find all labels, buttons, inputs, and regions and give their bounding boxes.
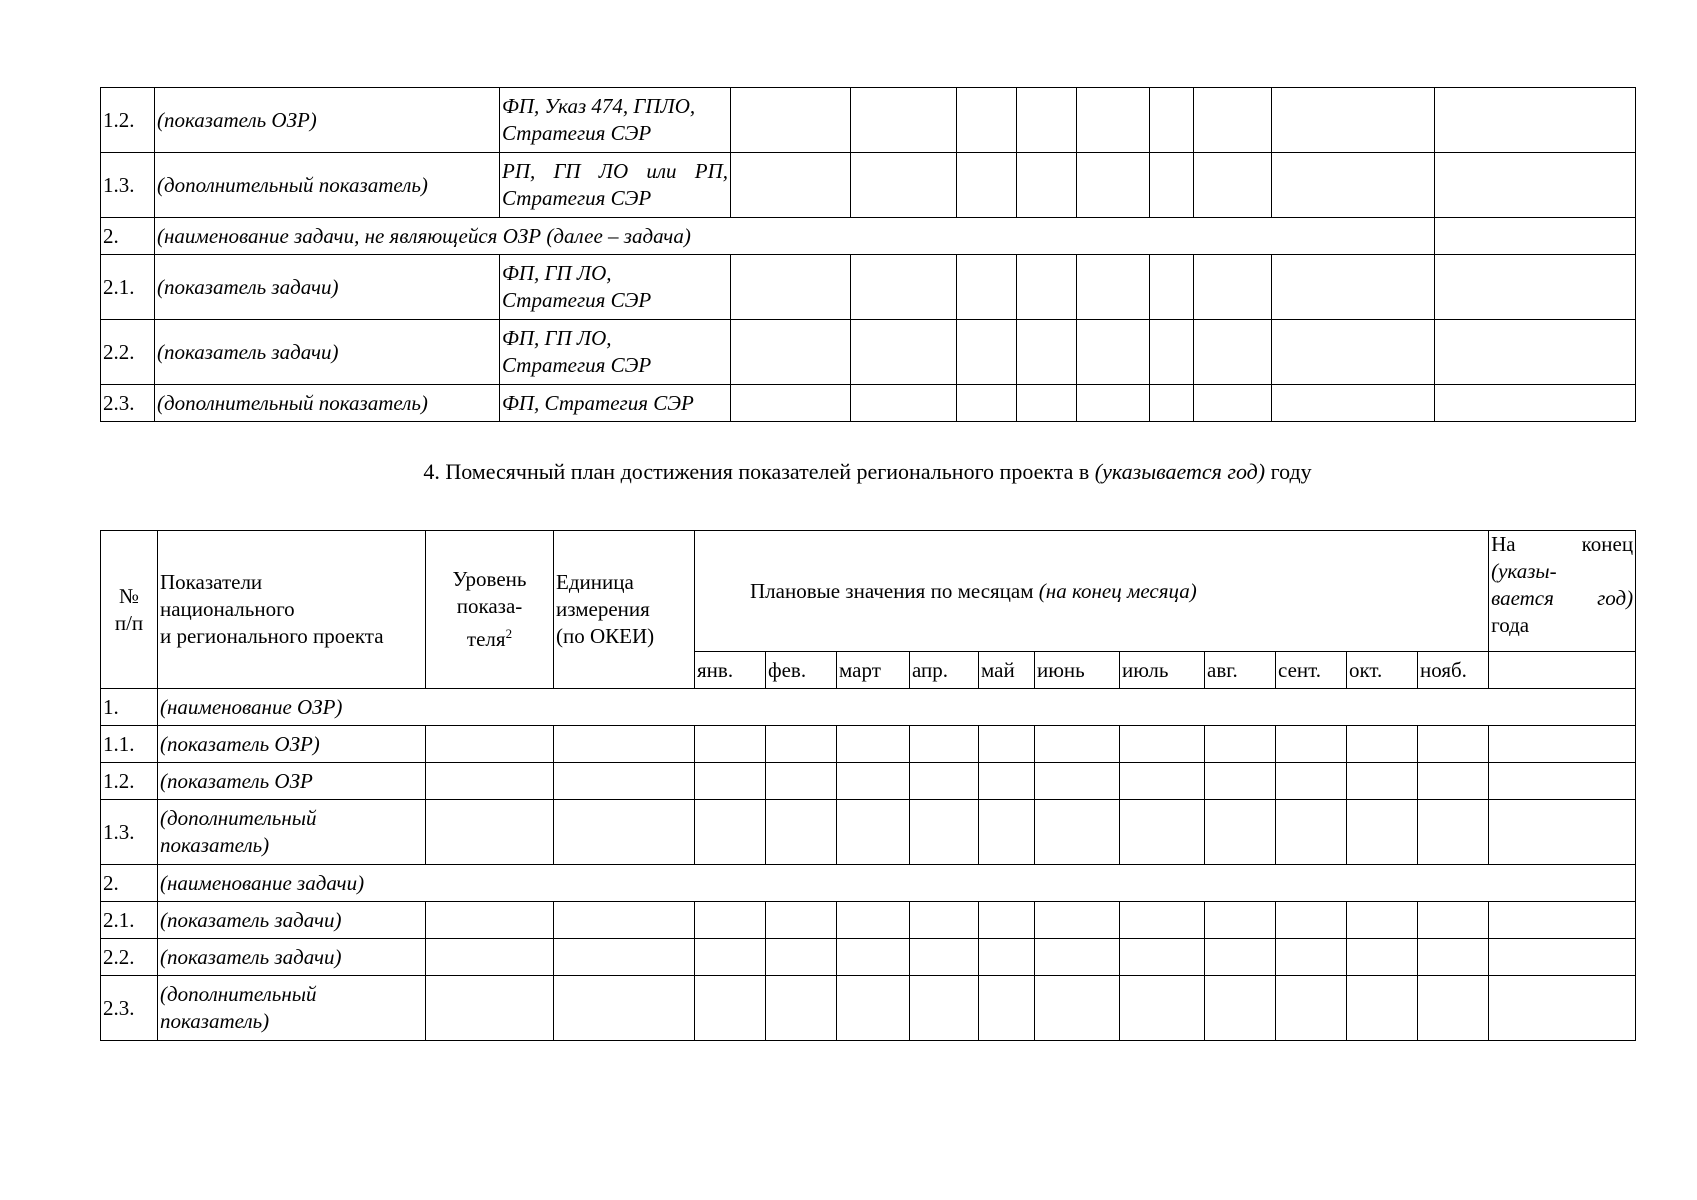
value-cell xyxy=(766,976,837,1041)
value-cell xyxy=(426,976,554,1041)
value-cell xyxy=(731,320,851,385)
header-end-of-year: На конец (указы- вается год) года xyxy=(1489,531,1636,652)
value-cell xyxy=(851,88,957,153)
group-name: (наименование задачи) xyxy=(158,865,1636,902)
row-number: 1.3. xyxy=(101,800,158,865)
value-cell xyxy=(1077,88,1150,153)
value-cell xyxy=(426,939,554,976)
value-cell xyxy=(851,320,957,385)
value-cell xyxy=(910,763,979,800)
row-number: 2.3. xyxy=(101,385,155,422)
value-cell xyxy=(1435,218,1636,255)
header-indicators: Показатели национального и регионального проекта xyxy=(158,531,426,689)
value-cell xyxy=(1347,902,1418,939)
value-cell xyxy=(1150,88,1194,153)
indicators-table-continuation xyxy=(100,87,1636,422)
value-cell xyxy=(1489,726,1636,763)
value-cell xyxy=(731,385,851,422)
month-aug: авг. xyxy=(1205,652,1276,689)
value-cell xyxy=(1276,902,1347,939)
value-cell xyxy=(731,153,851,218)
value-cell xyxy=(837,726,910,763)
value-cell xyxy=(1347,763,1418,800)
value-cell xyxy=(1194,255,1272,320)
value-cell xyxy=(426,763,554,800)
value-cell xyxy=(1347,800,1418,865)
value-cell xyxy=(1150,385,1194,422)
row-number: 2.2. xyxy=(101,320,155,385)
value-cell xyxy=(1017,320,1077,385)
value-cell xyxy=(979,976,1035,1041)
value-cell xyxy=(1435,385,1636,422)
value-cell xyxy=(1418,726,1489,763)
value-cell xyxy=(695,902,766,939)
table-row xyxy=(101,88,1636,153)
value-cell xyxy=(766,763,837,800)
value-cell xyxy=(426,800,554,865)
value-cell xyxy=(1035,976,1120,1041)
value-cell xyxy=(1120,726,1205,763)
indicator-name: (дополнительный показатель) xyxy=(155,153,500,218)
value-cell xyxy=(766,726,837,763)
value-cell xyxy=(1418,939,1489,976)
value-cell xyxy=(1489,939,1636,976)
value-cell xyxy=(1035,902,1120,939)
row-number: 1.2. xyxy=(101,88,155,153)
value-cell xyxy=(979,726,1035,763)
indicator-source: ФП, ГП ЛО, Стратегия СЭР xyxy=(500,320,731,385)
row-number: 2. xyxy=(101,218,155,255)
value-cell xyxy=(1347,976,1418,1041)
indicator-name: (дополнительный показатель) xyxy=(155,385,500,422)
value-cell xyxy=(1489,976,1636,1041)
value-cell xyxy=(1272,385,1435,422)
value-cell xyxy=(695,800,766,865)
value-cell xyxy=(1276,976,1347,1041)
value-cell xyxy=(554,939,695,976)
value-cell xyxy=(766,939,837,976)
row-number: 2.2. xyxy=(101,939,158,976)
value-cell xyxy=(766,902,837,939)
indicator-name: (показатель задачи) xyxy=(155,255,500,320)
value-cell xyxy=(1077,385,1150,422)
value-cell xyxy=(979,939,1035,976)
value-cell xyxy=(1035,763,1120,800)
row-number: 2.3. xyxy=(101,976,158,1041)
task-row xyxy=(101,218,1636,255)
value-cell xyxy=(1017,153,1077,218)
value-cell xyxy=(1272,88,1435,153)
value-cell xyxy=(1205,939,1276,976)
value-cell xyxy=(695,976,766,1041)
value-cell xyxy=(1205,976,1276,1041)
table-row xyxy=(101,976,1636,1041)
value-cell xyxy=(1120,976,1205,1041)
header-unit: Единица измерения (по ОКЕИ) xyxy=(554,531,695,689)
value-cell xyxy=(695,939,766,976)
value-cell xyxy=(1077,153,1150,218)
value-cell xyxy=(837,976,910,1041)
value-cell xyxy=(1276,939,1347,976)
value-cell xyxy=(1205,902,1276,939)
row-number: 2.1. xyxy=(101,255,155,320)
value-cell xyxy=(1120,800,1205,865)
value-cell xyxy=(554,726,695,763)
value-cell xyxy=(1272,320,1435,385)
value-cell xyxy=(1205,763,1276,800)
value-cell xyxy=(979,800,1035,865)
value-cell xyxy=(837,939,910,976)
value-cell xyxy=(1017,255,1077,320)
indicator-name: (показатель ОЗР xyxy=(158,763,426,800)
value-cell xyxy=(731,88,851,153)
indicator-source: РП, ГП ЛО или РП, Стратегия СЭР xyxy=(500,153,731,218)
value-cell xyxy=(851,385,957,422)
value-cell xyxy=(1276,800,1347,865)
table-row xyxy=(101,385,1636,422)
month-jul: июль xyxy=(1120,652,1205,689)
month-jan: янв. xyxy=(695,652,766,689)
value-cell xyxy=(1347,726,1418,763)
table-row xyxy=(101,939,1636,976)
value-cell xyxy=(1077,320,1150,385)
value-cell xyxy=(1489,800,1636,865)
value-cell xyxy=(1205,800,1276,865)
value-cell xyxy=(1194,385,1272,422)
value-cell xyxy=(554,763,695,800)
value-cell xyxy=(1272,153,1435,218)
value-cell xyxy=(1276,726,1347,763)
month-sep: сент. xyxy=(1276,652,1347,689)
value-cell xyxy=(910,726,979,763)
indicator-source: ФП, ГП ЛО, Стратегия СЭР xyxy=(500,255,731,320)
value-cell xyxy=(1035,726,1120,763)
value-cell xyxy=(851,153,957,218)
month-mar: март xyxy=(837,652,910,689)
month-feb: фев. xyxy=(766,652,837,689)
value-cell xyxy=(554,800,695,865)
value-cell xyxy=(1194,320,1272,385)
value-cell xyxy=(979,902,1035,939)
table-row xyxy=(101,726,1636,763)
indicator-source: ФП, Указ 474, ГПЛО, Стратегия СЭР xyxy=(500,88,731,153)
indicator-name: (показатель задачи) xyxy=(158,939,426,976)
indicator-name: (показатель ОЗР) xyxy=(158,726,426,763)
table-row xyxy=(101,255,1636,320)
value-cell xyxy=(1120,939,1205,976)
header-level: Уровень показа- теля$^2$ xyxy=(426,531,554,689)
value-cell xyxy=(837,800,910,865)
value-cell xyxy=(837,763,910,800)
value-cell xyxy=(695,726,766,763)
value-cell xyxy=(1120,902,1205,939)
month-apr: апр. xyxy=(910,652,979,689)
row-number: 1.1. xyxy=(101,726,158,763)
indicator-name: (дополнительный показатель) xyxy=(158,800,426,865)
header-number: № п/п xyxy=(101,531,158,689)
task-name: (наименование задачи, не являющейся ОЗР (далее – задача) xyxy=(155,218,1435,255)
value-cell xyxy=(426,902,554,939)
monthly-plan-table xyxy=(100,530,1636,1041)
value-cell xyxy=(910,902,979,939)
value-cell xyxy=(1150,255,1194,320)
value-cell xyxy=(1435,153,1636,218)
month-may: май xyxy=(979,652,1035,689)
value-cell xyxy=(957,385,1017,422)
row-number: 2.1. xyxy=(101,902,158,939)
value-cell xyxy=(1017,385,1077,422)
value-cell xyxy=(1418,800,1489,865)
value-cell xyxy=(1418,763,1489,800)
value-cell xyxy=(695,763,766,800)
month-empty xyxy=(1489,652,1636,689)
table-row xyxy=(101,153,1636,218)
row-number: 1.2. xyxy=(101,763,158,800)
value-cell xyxy=(910,800,979,865)
group-row xyxy=(101,865,1636,902)
value-cell xyxy=(957,88,1017,153)
row-number: 1.3. xyxy=(101,153,155,218)
value-cell xyxy=(1418,902,1489,939)
value-cell xyxy=(1077,255,1150,320)
section-heading: 4. Помесячный план достижения показателей регионального проекта в (указывается год) году xyxy=(423,459,1312,484)
value-cell xyxy=(1418,976,1489,1041)
footnote-mark: 2 xyxy=(505,626,513,641)
value-cell xyxy=(1435,88,1636,153)
indicator-name: (дополнительный показатель) xyxy=(158,976,426,1041)
value-cell xyxy=(1276,763,1347,800)
value-cell xyxy=(1205,726,1276,763)
indicator-name: (показатель задачи) xyxy=(155,320,500,385)
value-cell xyxy=(1272,255,1435,320)
indicator-source: ФП, Стратегия СЭР xyxy=(500,385,731,422)
group-name: (наименование ОЗР) xyxy=(158,689,1636,726)
value-cell xyxy=(1347,939,1418,976)
value-cell xyxy=(1120,763,1205,800)
value-cell xyxy=(1035,939,1120,976)
month-oct: окт. xyxy=(1347,652,1418,689)
indicator-name: (показатель задачи) xyxy=(158,902,426,939)
row-number: 2. xyxy=(101,865,158,902)
row-number: 1. xyxy=(101,689,158,726)
header-plan-values: Плановые значения по месяцам (на конец месяца) xyxy=(695,531,1489,652)
value-cell xyxy=(837,902,910,939)
value-cell xyxy=(979,763,1035,800)
month-jun: июнь xyxy=(1035,652,1120,689)
value-cell xyxy=(910,939,979,976)
indicator-name: (показатель ОЗР) xyxy=(155,88,500,153)
table-row xyxy=(101,902,1636,939)
value-cell xyxy=(766,800,837,865)
value-cell xyxy=(1489,902,1636,939)
value-cell xyxy=(426,726,554,763)
value-cell xyxy=(1150,153,1194,218)
value-cell xyxy=(910,976,979,1041)
value-cell xyxy=(957,320,1017,385)
value-cell xyxy=(1435,320,1636,385)
value-cell xyxy=(851,255,957,320)
value-cell xyxy=(1489,763,1636,800)
value-cell xyxy=(1194,88,1272,153)
group-row xyxy=(101,689,1636,726)
value-cell xyxy=(1035,800,1120,865)
table-header-row xyxy=(101,531,1636,652)
value-cell xyxy=(554,976,695,1041)
value-cell xyxy=(554,902,695,939)
table-row xyxy=(101,763,1636,800)
value-cell xyxy=(731,255,851,320)
value-cell xyxy=(957,255,1017,320)
table-row xyxy=(101,800,1636,865)
value-cell xyxy=(1194,153,1272,218)
value-cell xyxy=(1017,88,1077,153)
value-cell xyxy=(1435,255,1636,320)
value-cell xyxy=(1150,320,1194,385)
table-row xyxy=(101,320,1636,385)
value-cell xyxy=(957,153,1017,218)
month-nov: нояб. xyxy=(1418,652,1489,689)
